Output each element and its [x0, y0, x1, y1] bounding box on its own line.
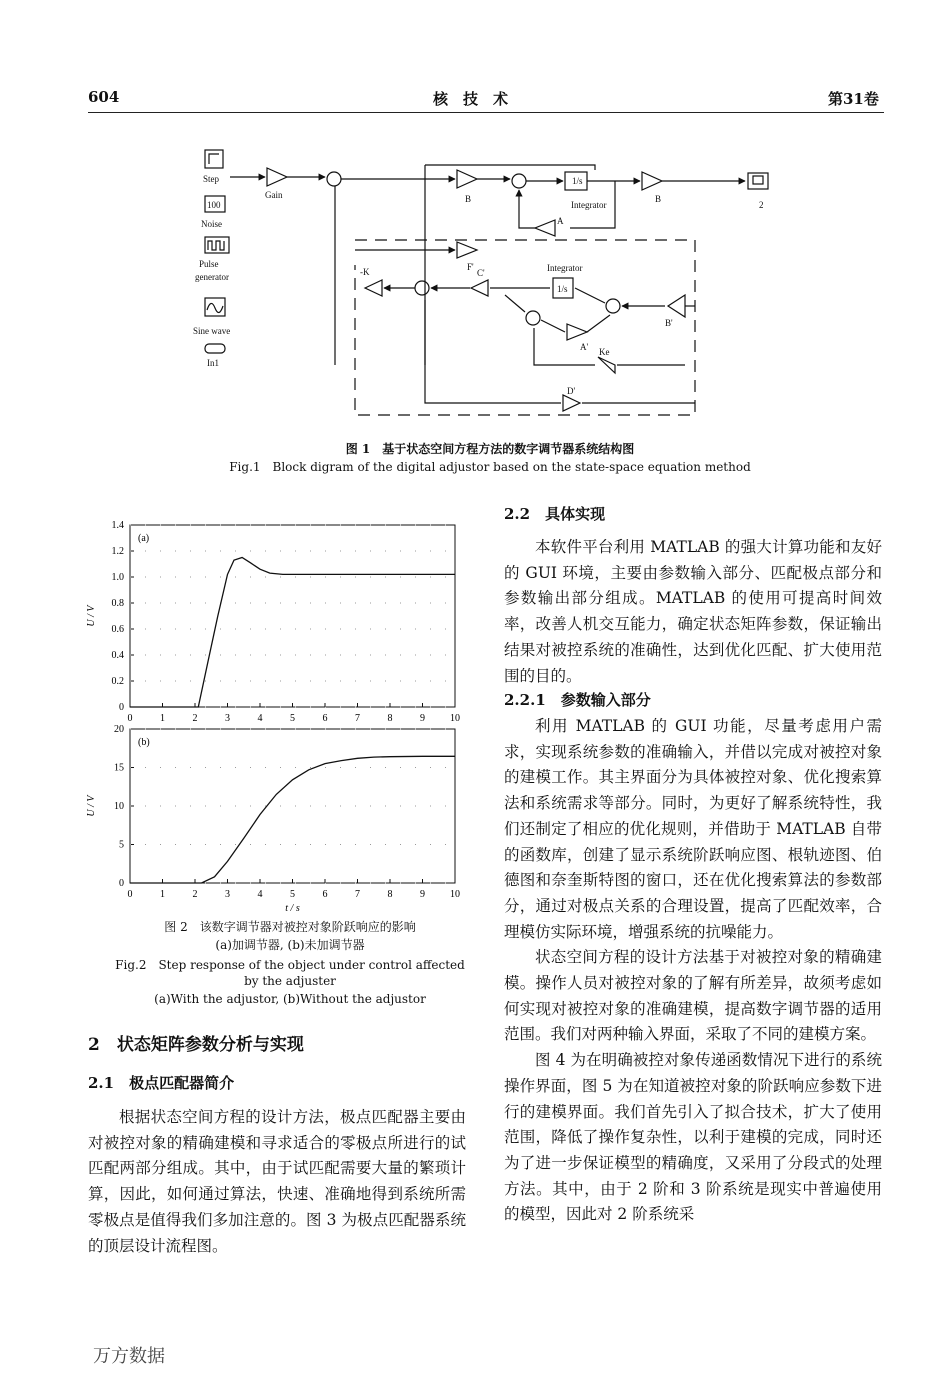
x-tick-label: 3: [225, 889, 230, 900]
integrator-label: Integrator: [571, 200, 607, 210]
paragraph: 图 4 为在明确被控对象传递函数情况下进行的系统操作界面，图 5 为在知道被控对象的阶跃响应参数下进行的建模界面。我们首先引入了拟合技术，扩大了使用范围，降低了操作复杂性，以利于建模的完成，同时还为了进一步保证模型的精确度，又采用了分段式的处理方法。其中，由于 2 阶和 3 阶系统是现实中普遍使用的模型，因此对 2 阶系统采: [504, 1051, 882, 1224]
y-tick-label: 5: [119, 839, 124, 851]
x-tick-label: 8: [387, 889, 393, 900]
block-d-label: D': [567, 386, 576, 396]
fig2-caption-cn-1: 图 2 该数字调节器对被控对象阶跃响应的影响: [164, 920, 416, 934]
block-b2-label: B: [655, 194, 662, 204]
fig1-caption-en: Fig.1 Block digram of the digital adjustor based on the state-space equation method: [229, 460, 751, 474]
source-in1-label: In1: [207, 358, 219, 368]
block-f-label: F': [467, 262, 474, 272]
x-tick-label: 7: [355, 889, 360, 900]
fig2-caption-en-2: by the adjuster: [244, 974, 336, 988]
fig1-caption-cn: 图 1 基于状态空间方程方法的数字调节器系统结构图: [345, 442, 635, 456]
header-rule: [88, 112, 884, 113]
fig2-caption-en-1: Fig.2 Step response of the object under control affected: [115, 958, 465, 972]
y-tick-label: 0.2: [111, 676, 124, 687]
plot-frame: [130, 525, 455, 707]
x-tick-label: 9: [420, 713, 425, 724]
y-tick-label: 1.4: [111, 520, 124, 531]
block-c-label: C': [477, 268, 485, 278]
x-tick-label: 7: [355, 713, 360, 724]
source-pulse-label-2: generator: [195, 272, 229, 282]
output-label: 2: [759, 200, 764, 210]
gain-label: Gain: [265, 190, 283, 200]
section-2-2-title: 2.2 具体实现: [504, 505, 606, 523]
fig1-block-diagram: [185, 140, 790, 425]
x-tick-label: 1: [160, 889, 165, 900]
block-ke-label: Ke: [599, 347, 610, 357]
block-a-label: A: [557, 216, 564, 226]
x-tick-label: 0: [127, 889, 133, 900]
y-tick-label: 20: [114, 724, 124, 735]
block-b3-label: B': [665, 318, 673, 328]
fig2-step-response-charts: [82, 515, 477, 914]
y-tick-label: 1.2: [111, 546, 124, 557]
paragraph: 利用 MATLAB 的 GUI 功能，尽量考虑用户需求，实现系统参数的准确输入，并借以完成对被控对象的建模工作。其主界面分为具体被控对象、优化搜索算法和系统需求等部分。同时，为更好了解系统特性，我们还制定了相应的优化规则，并借助于 MATLAB 自带的函数库，创建了显示系统阶跃响应图、根轨迹图、伯德图和奈奎斯特图的窗口，还在优化搜索算法的参数部分，通过对极点关系的合理设置，提高了匹配效率，合理模仿实际环境，增强系统的抗噪能力。: [504, 717, 882, 941]
panel-label: (a): [138, 533, 150, 544]
x-tick-label: 10: [450, 713, 460, 724]
volume-number: 第31卷: [828, 90, 879, 108]
x-tick-label: 4: [257, 889, 263, 900]
x-tick-label: 4: [257, 713, 263, 724]
y-tick-label: 0.8: [111, 598, 124, 609]
series-line: [130, 756, 455, 883]
x-tick-label: 10: [450, 889, 460, 900]
journal-name: 核 技 术: [433, 90, 509, 108]
plot-frame: [130, 729, 455, 883]
x-tick-label: 6: [322, 889, 328, 900]
x-tick-label: 9: [420, 889, 425, 900]
footer-watermark: 万方数据: [93, 1346, 165, 1367]
y-tick-label: 0: [119, 702, 124, 713]
x-tick-label: 3: [225, 713, 230, 724]
noise-value: 100: [207, 200, 221, 210]
integrator2-frac: 1/s: [557, 284, 568, 294]
x-tick-label: 2: [192, 713, 198, 724]
y-tick-label: 0.4: [111, 650, 124, 661]
x-tick-label: 1: [160, 713, 165, 724]
fig2-caption-cn-2: (a)加调节器, (b)未加调节器: [215, 938, 365, 952]
section-2-2-body: [504, 535, 882, 689]
x-tick-label: 5: [290, 713, 295, 724]
source-sine-label: Sine wave: [193, 326, 231, 336]
series-line: [130, 558, 455, 708]
source-noise-label: Noise: [201, 219, 222, 229]
x-tick-label: 0: [127, 713, 133, 724]
block-b1-label: B: [465, 194, 472, 204]
x-tick-label: 6: [322, 713, 328, 724]
source-pulse-label: Pulse: [199, 259, 219, 269]
panel-label: (b): [138, 737, 150, 748]
y-tick-label: 15: [114, 762, 124, 774]
y-tick-label: 10: [114, 801, 124, 812]
source-step-label: Step: [203, 174, 220, 184]
block-negk-label: -K: [360, 267, 370, 277]
x-tick-label: 8: [387, 713, 393, 724]
y-axis-label: U / V: [86, 795, 97, 817]
integrator2-label: Integrator: [547, 263, 583, 273]
x-tick-label: 5: [290, 889, 295, 900]
paragraph: 本软件平台利用 MATLAB 的强大计算功能和友好的 GUI 环境，主要由参数输入部分、匹配极点部分和参数输出部分组成。MATLAB 的使用可提高时间效率，改善人机交互能力，确定状态矩阵参数，保证输出结果对被控系统的准确性，达到优化匹配、扩大使用范围的目的。: [504, 538, 882, 685]
x-tick-label: 2: [192, 889, 198, 900]
y-axis-label: U / V: [86, 605, 97, 627]
section-2-1-body: [88, 1105, 466, 1259]
page-number: 604: [88, 88, 120, 106]
fig2-caption-en-3: (a)With the adjustor, (b)Without the adjustor: [154, 992, 426, 1006]
y-tick-label: 0: [119, 878, 124, 889]
y-tick-label: 1.0: [111, 572, 124, 583]
section-2-2-1-body: [504, 714, 882, 1228]
section-2-2-1-title: 2.2.1 参数输入部分: [504, 691, 651, 709]
integrator-frac: 1/s: [572, 176, 583, 186]
x-axis-label: t / s: [285, 903, 300, 914]
paragraph: 根据状态空间方程的设计方法，极点匹配器主要由对被控对象的精确建模和寻求适合的零极点所进行的试匹配两部分组成。其中，由于试匹配需要大量的繁琐计算，因此，如何通过算法，快速、准确地得到系统所需零极点是值得我们多加注意的。图 3 为极点匹配器系统的顶层设计流程图。: [88, 1108, 466, 1255]
section-2-1-title: 2.1 极点匹配器简介: [88, 1074, 235, 1092]
y-tick-label: 0.6: [111, 624, 124, 635]
paragraph: 状态空间方程的设计方法基于对被控对象的精确建模。操作人员对被控对象的了解有所差异，故须考虑如何实现对被控对象的准确建模，提高数字调节器的适用范围。我们对两种输入界面，采取了不同的建模方案。: [504, 948, 882, 1044]
section-2-title: 2 状态矩阵参数分析与实现: [88, 1035, 304, 1055]
block-a2-label: A': [580, 342, 589, 352]
